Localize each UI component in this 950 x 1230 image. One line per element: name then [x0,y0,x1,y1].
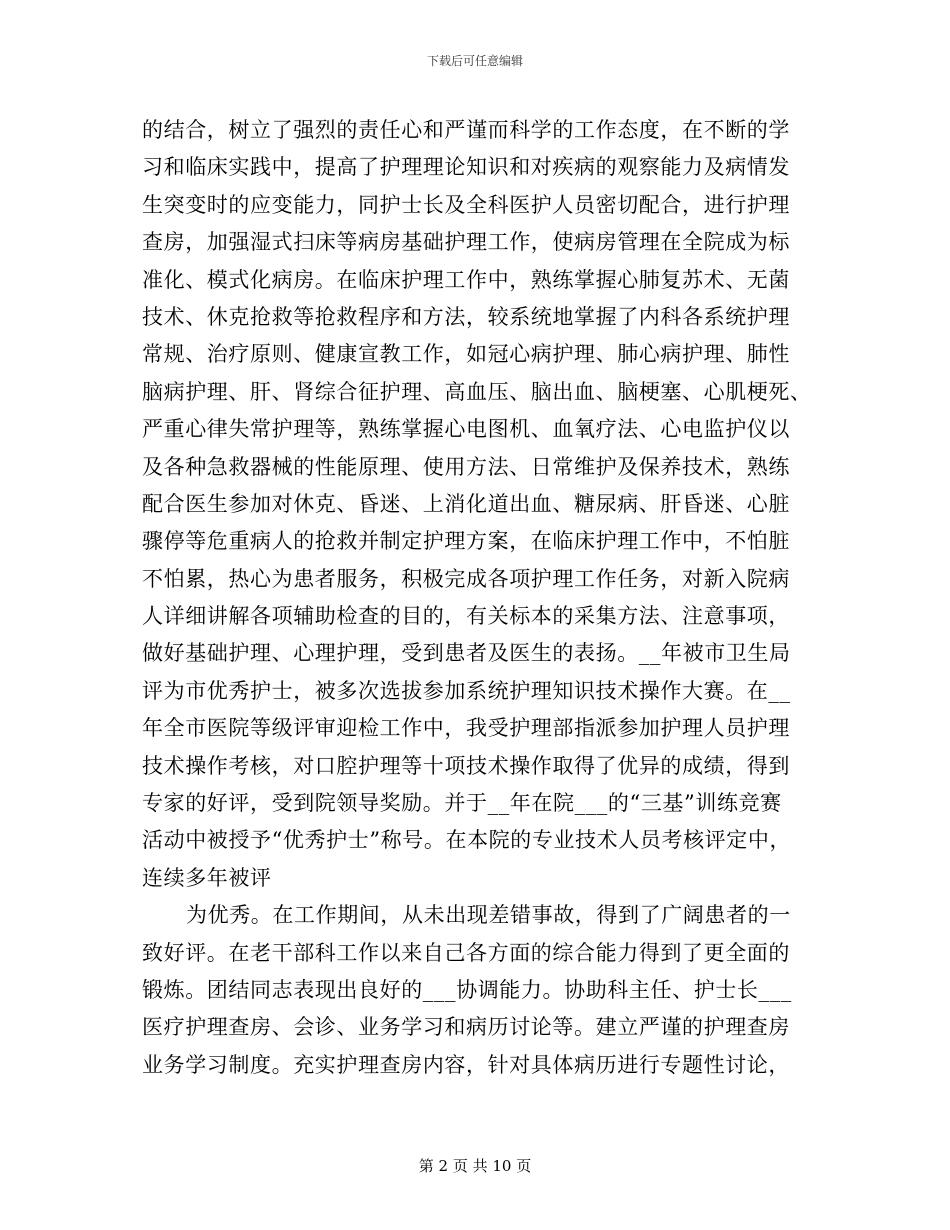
page-header: 下载后可任意编辑 [426,54,523,68]
text-line: 骤停等危重病人的抢救并制定护理方案，在临床护理工作中，不怕脏 [142,529,790,554]
text-line: 的结合，树立了强烈的责任心和严谨而科学的工作态度，在不断的学 [142,118,790,142]
text-line: 准化、模式化病房。在临床护理工作中，熟练掌握心肺复苏术、无菌 [142,267,790,292]
page-number-footer: 第 2 页 共 10 页 [418,1157,532,1175]
text-line: 常规、治疗原则、健康宣教工作，如冠心病护理、肺心病护理、肺性 [142,342,790,367]
text-line: 连续多年被评 [142,865,272,890]
paragraph-1 [142,112,822,897]
text-line: 锻炼。团结同志表现出良好的___协调能力。协助科主任、护士长___ [142,977,792,1002]
text-line: 业务学习制度。充实护理查房内容，针对具体病历进行专题性讨论， [142,1052,790,1077]
text-line: 活动中被授予“优秀护士”称号。在本院的专业技术人员考核评定中， [142,828,792,853]
text-line: 严重心律失常护理等，熟练掌握心电图机、血氧疗法、心电监护仪以 [142,417,790,442]
text-line: 致好评。在老干部科工作以来自己各方面的综合能力得到了更全面的 [142,940,790,965]
text-line: 专家的好评，受到院领导奖励。并于__年在院___的“三基”训练竞赛 [142,791,782,816]
paragraph-2 [142,897,822,1084]
text-line: 脑病护理、肝、肾综合征护理、高血压、脑出血、脑梗塞、心肌梗死、 [142,379,812,404]
text-line: 评为市优秀护士，被多次选拔参加系统护理知识技术操作大赛。在__ [142,678,791,703]
text-line: 技术、休克抢救等抢救程序和方法，较系统地掌握了内科各系统护理 [142,304,790,329]
text-line: 医疗护理查房、会诊、业务学习和病历讨论等。建立严谨的护理查房 [142,1015,790,1040]
text-line: 做好基础护理、心理护理，受到患者及医生的表扬。__年被市卫生局 [142,641,791,666]
text-line: 年全市医院等级评审迎检工作中，我受护理部指派参加护理人员护理 [142,716,790,741]
text-line: 及各种急救器械的性能原理、使用方法、日常维护及保养技术，熟练 [142,454,790,479]
text-line: 习和临床实践中，提高了护理理论知识和对疾病的观察能力及病情发 [142,155,790,180]
document-body [142,112,822,1084]
text-line: 人详细讲解各项辅助检查的目的，有关标本的采集方法、注意事项， [142,604,790,629]
text-line: 生突变时的应变能力，同护士长及全科医护人员密切配合，进行护理 [142,192,790,217]
text-line: 为优秀。在工作期间，从未出现差错事故，得到了广阔患者的一 [186,903,791,928]
text-line: 不怕累，热心为患者服务，积极完成各项护理工作任务，对新入院病 [142,566,790,591]
text-line: 查房，加强湿式扫床等病房基础护理工作，使病房管理在全院成为标 [142,230,790,255]
text-line: 技术操作考核，对口腔护理等十项技术操作取得了优异的成绩，得到 [142,753,790,778]
text-line: 配合医生参加对休克、昏迷、上消化道出血、糖尿病、肝昏迷、心脏 [142,491,790,516]
